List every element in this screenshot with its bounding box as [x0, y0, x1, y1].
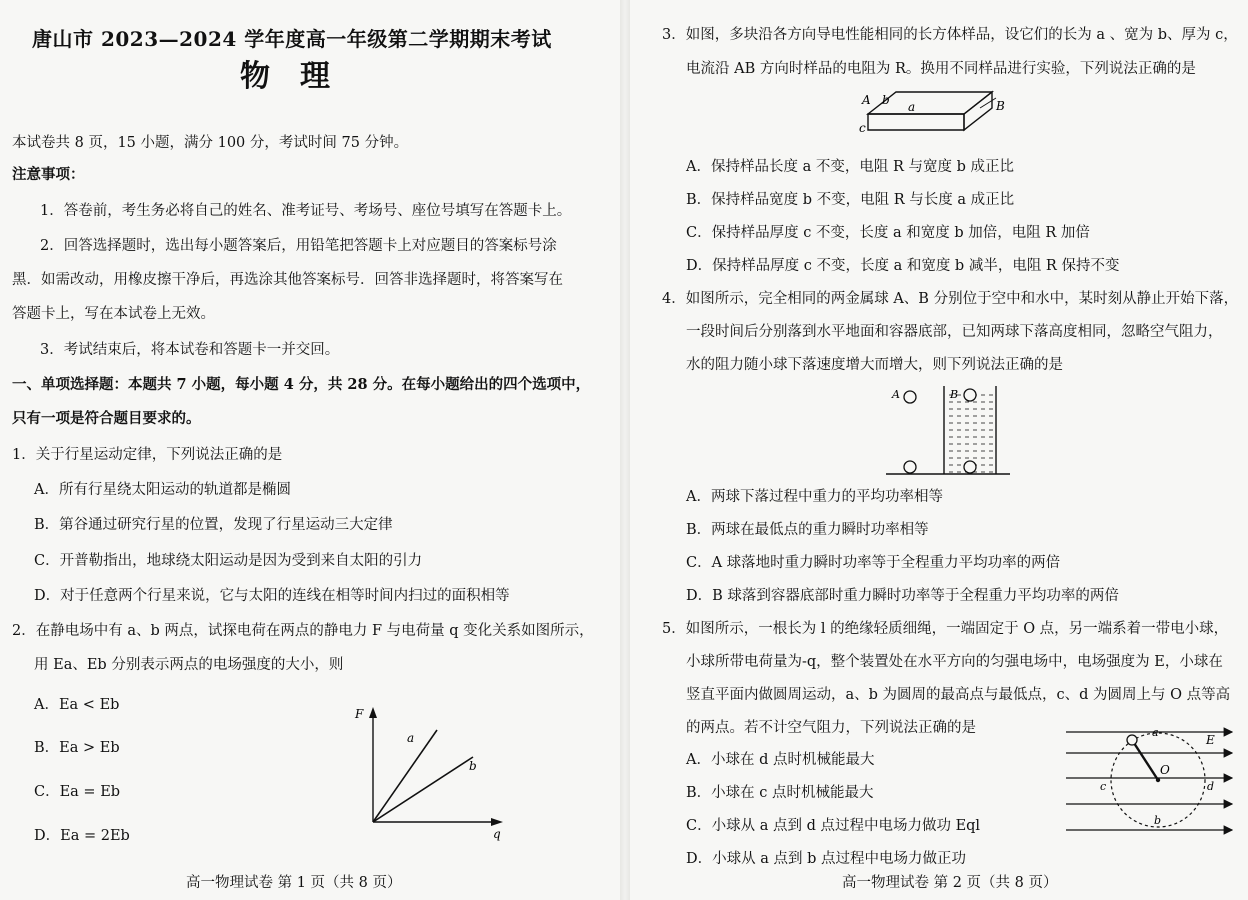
q4-ball-A-start: [904, 391, 916, 403]
q4-stem-2: 一段时间后分别落到水平地面和容器底部，已知两球下落高度相同，忽略空气阻力，: [686, 324, 1223, 340]
q4-ball-B-end: [964, 461, 976, 473]
q5-stem-4: 的两点。若不计空气阻力，下列说法正确的是: [686, 720, 976, 736]
q3-block-side: [964, 92, 992, 130]
q3-option-c: C．保持样品厚度 c 不变，长度 a 和宽度 b 加倍，电阻 R 加倍: [686, 225, 1090, 241]
q2-line-a: [373, 730, 437, 822]
q1-stem: 1．关于行星运动定律，下列说法正确的是: [12, 447, 283, 463]
q2-option-b: B．Ea > Eb: [34, 740, 120, 756]
q2-stem-2: 用 Ea、Eb 分别表示两点的电场强度的大小，则: [34, 657, 344, 673]
q2-x-axis-arrow: [491, 818, 503, 826]
q1-option-a: A．所有行星绕太阳运动的轨道都是椭圆: [34, 482, 291, 498]
q5-label-a: a: [1152, 726, 1159, 739]
q2-y-axis-arrow: [369, 707, 377, 718]
q5-option-b: B．小球在 c 点时机械能最大: [686, 785, 874, 801]
note-2: 2．回答选择题时，选出每小题答案后，用铅笔把答题卡上对应题目的答案标号涂: [40, 238, 557, 254]
q5-charged-ball: [1127, 735, 1137, 745]
q2-option-d: D．Ea = 2Eb: [34, 828, 130, 844]
q4-label-A: A: [892, 388, 900, 401]
q4-ball-B-start: [964, 389, 976, 401]
q5-string: [1132, 740, 1158, 780]
page-2-footer: 高一物理试卷 第 2 页（共 8 页）: [842, 875, 1058, 891]
q1-option-d: D．对于任意两个行星来说，它与太阳的连线在相等时间内扫过的面积相等: [34, 588, 510, 604]
q1-option-b: B．第谷通过研究行星的位置，发现了行星运动三大定律: [34, 517, 393, 533]
q2-y-axis-label: F: [355, 707, 364, 721]
q2-option-a: A．Ea < Eb: [34, 697, 120, 713]
section-heading-cont: 只有一项是符合题目要求的。: [12, 410, 201, 427]
exam-title: 唐山市 2023—2024 学年度高一年级第二学期期末考试: [32, 27, 552, 51]
q3-label-A: A: [862, 93, 871, 107]
q4-option-c: C．A 球落地时重力瞬时功率等于全程重力平均功率的两倍: [686, 555, 1061, 571]
page-1-footer: 高一物理试卷 第 1 页（共 8 页）: [186, 875, 402, 891]
q4-option-b: B．两球在最低点的重力瞬时功率相等: [686, 522, 929, 538]
q5-circle-field-figure: [1060, 722, 1246, 838]
q4-label-B: B: [950, 388, 959, 401]
q5-stem-1: 5．如图所示，一根长为 l 的绝缘轻质细绳，一端固定于 O 点，另一端系着一带电小球，: [662, 621, 1229, 637]
q2-f-q-graph: [345, 704, 510, 842]
q3-option-d: D．保持样品厚度 c 不变，长度 a 和宽度 b 减半，电阻 R 保持不变: [686, 258, 1120, 274]
q3-label-b: b: [882, 93, 890, 107]
q3-label-a: a: [908, 100, 916, 114]
q5-option-c: C．小球从 a 点到 d 点过程中电场力做功 Eql: [686, 818, 981, 834]
page-1: [0, 0, 620, 900]
q5-label-O: O: [1160, 763, 1170, 777]
q4-ball-container-figure: [884, 378, 1014, 480]
q3-label-B: B: [996, 99, 1005, 113]
q3-label-c: c: [859, 121, 866, 135]
q1-option-c: C．开普勒指出，地球绕太阳运动是因为受到来自太阳的引力: [34, 553, 423, 569]
q3-stem-1: 3．如图，多块沿各方向导电性能相同的长方体样品，设它们的长为 a 、宽为 b、厚为 c，: [662, 27, 1238, 43]
q4-ball-A-end: [904, 461, 916, 473]
subject-title: 物理: [240, 59, 360, 94]
q3-block-figure: [856, 86, 1036, 142]
q2-line-b: [373, 757, 473, 822]
q5-label-c: c: [1100, 780, 1107, 793]
q5-option-a: A．小球在 d 点时机械能最大: [686, 752, 875, 768]
q5-stem-3: 竖直平面内做圆周运动，a、b 为圆周的最高点与最低点，c、d 为圆周上与 O 点等高: [686, 687, 1231, 703]
q3-option-b: B．保持样品宽度 b 不变，电阻 R 与长度 a 成正比: [686, 192, 1015, 208]
note-2-end: 答题卡上，写在本试卷上无效。: [12, 306, 215, 322]
q5-label-d: d: [1207, 780, 1215, 793]
q5-label-b: b: [1154, 814, 1162, 827]
q4-stem-1: 4．如图所示，完全相同的两金属球 A、B 分别位于空中和水中，某时刻从静止开始下落，: [662, 291, 1239, 307]
note-2-cont: 黑．如需改动，用橡皮擦干净后，再选涂其他答案标号．回答非选择题时，将答案写在: [12, 272, 563, 288]
q4-option-d: D．B 球落到容器底部时重力瞬时功率等于全程重力平均功率的两倍: [686, 588, 1119, 604]
q2-option-c: C．Ea = Eb: [34, 784, 121, 800]
q5-stem-2: 小球所带电荷量为-q，整个装置处在水平方向的匀强电场中，电场强度为 E，小球在: [686, 654, 1223, 670]
q2-stem-1: 2．在静电场中有 a、b 两点，试探电荷在两点的静电力 F 与电荷量 q 变化关系如图所示，: [12, 623, 594, 639]
page-2: [630, 0, 1248, 900]
q5-label-E: E: [1206, 733, 1215, 747]
q4-stem-3: 水的阻力随小球下落速度增大而增大，则下列说法正确的是: [686, 357, 1063, 373]
q2-x-axis-label: q: [493, 827, 501, 841]
section-heading: 一、单项选择题：本题共 7 小题，每小题 4 分，共 28 分。在每小题给出的四个选项中，: [12, 376, 591, 393]
notice-heading: 注意事项：: [12, 166, 85, 183]
q3-stem-2: 电流沿 AB 方向时样品的电阻为 R。换用不同样品进行实验，下列说法正确的是: [686, 61, 1196, 77]
q5-option-d: D．小球从 a 点到 b 点过程中电场力做正功: [686, 851, 966, 867]
q4-option-a: A．两球下落过程中重力的平均功率相等: [686, 489, 943, 505]
q2-line-a-label: a: [407, 731, 415, 745]
q3-option-a: A．保持样品长度 a 不变，电阻 R 与宽度 b 成正比: [686, 159, 1014, 175]
q3-block-front: [868, 114, 964, 130]
note-3: 3．考试结束后，将本试卷和答题卡一并交回。: [40, 342, 340, 358]
note-1: 1．答卷前，考生务必将自己的姓名、准考证号、考场号、座位号填写在答题卡上。: [40, 203, 572, 219]
exam-intro: 本试卷共 8 页，15 小题，满分 100 分，考试时间 75 分钟。: [12, 135, 409, 151]
page-gutter: [620, 0, 630, 900]
q2-line-b-label: b: [469, 759, 477, 773]
q5-pivot-O: [1156, 778, 1160, 782]
